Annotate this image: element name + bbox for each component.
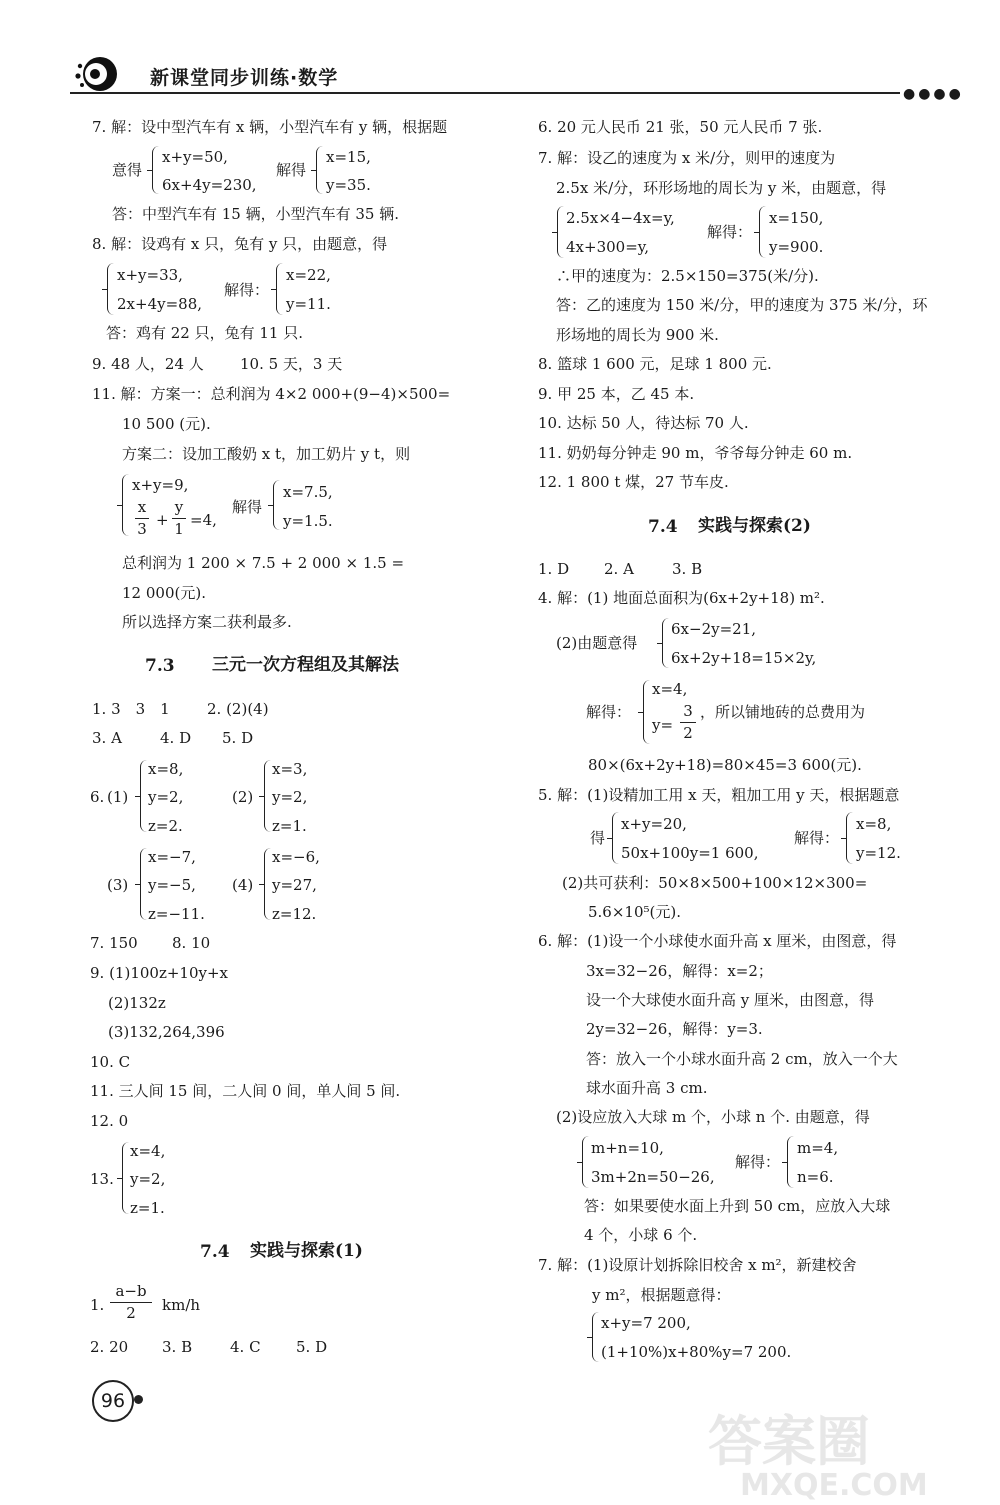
s742-q6-eq2: 3m+2n=50−26,	[591, 1168, 715, 1186]
s742-q4-frac-den: 2	[683, 724, 693, 742]
left-q11-frac2-den: 1	[174, 520, 184, 538]
s742-q7-brace	[592, 1312, 599, 1362]
s742-q6-line5: 答：放入一个小球水面升高 2 cm，放入一个大	[586, 1050, 898, 1068]
s73-row2b: 4. D	[160, 729, 192, 747]
s741-q1-unit: km/h	[162, 1296, 201, 1314]
s742-q6-line3: 设一个大球使水面升高 y 厘米，由图意，得	[586, 991, 875, 1009]
left-q7-answer: 答：中型汽车有 15 辆，小型汽车有 35 辆.	[112, 205, 400, 223]
right-q7-brace	[557, 206, 564, 258]
left-q10: 10. 5 天，3 天	[240, 355, 343, 373]
left-q7-sol2: y=35.	[326, 176, 371, 194]
section-7-4-2-title: 实践与探索(2)	[698, 516, 811, 536]
s741-q1-frac-num: a−b	[110, 1284, 152, 1303]
watermark-url: MXQE.COM	[740, 1468, 928, 1500]
s741-q4: 4. C	[230, 1338, 261, 1356]
left-q11-frac2-num: y	[172, 500, 186, 519]
right-q7-jiede: 解得：	[707, 223, 753, 241]
header-dots: ●●●●	[903, 86, 964, 102]
s742-q4-line2: (2)由题意得	[556, 634, 638, 652]
s73-q12: 12. 0	[90, 1112, 129, 1130]
s742-q6-line1: 6. 解：(1)设一个小球使水面升高 x 厘米，由图意，得	[538, 932, 897, 950]
left-q7-sol-brace	[316, 146, 323, 194]
s742-q6-line9: 4 个，小球 6 个.	[584, 1226, 698, 1244]
left-q7-yide: 意得	[112, 161, 143, 179]
left-q11-line5: 12 000(元).	[122, 584, 206, 602]
left-q8-jiede: 解得：	[224, 281, 270, 299]
left-q11-eq1: x+y=9,	[132, 476, 189, 494]
s73-q8: 8. 10	[172, 934, 211, 952]
s742-q4-frac	[680, 704, 696, 741]
right-q7-line1: 7. 解：设乙的速度为 x 米/分，则甲的速度为	[538, 149, 836, 167]
left-q11-sol-brace	[273, 480, 280, 530]
left-q7-eq1: x+y=50,	[162, 148, 228, 166]
left-q11-line4: 总利润为 1 200 × 7.5 + 2 000 × 1.5 =	[122, 554, 405, 572]
s73-q6-p4-z: z=12.	[272, 905, 317, 923]
s742-q3: 3. B	[672, 560, 703, 578]
s742-q5-jiede: 解得：	[794, 829, 840, 847]
watermark-logo-icon	[700, 1400, 990, 1500]
left-q11-line1: 11. 解：方案一：总利润为 4×2 000+(9−4)×500=	[92, 385, 451, 403]
s742-q4-eq1: 6x−2y=21,	[671, 620, 757, 638]
s73-q6-p2-x: x=3,	[272, 760, 308, 778]
s73-q6-p3-brace	[140, 848, 147, 920]
s742-q5-line3: 5.6×10⁵(元).	[588, 903, 681, 921]
s742-q4-line1: 4. 解：(1) 地面总面积为(6x+2y+18) m².	[538, 589, 825, 607]
left-q11-frac1-den: 3	[137, 520, 147, 538]
section-7-4-1-number: 7.4	[200, 1242, 230, 1262]
left-q11-line6: 所以选择方案二获利最多.	[122, 613, 292, 631]
right-q7-sol1: x=150,	[769, 209, 824, 227]
s742-q6-eq1: m+n=10,	[591, 1139, 664, 1157]
s73-q6-p1-brace	[140, 760, 147, 832]
s73-q13-brace	[122, 1142, 129, 1214]
s742-q5-sol-brace	[846, 812, 853, 864]
s73-q13-z: z=1.	[130, 1199, 165, 1217]
left-q11-frac1-num: x	[135, 500, 149, 519]
right-q6: 6. 20 元人民币 21 张，50 元人民币 7 张.	[538, 118, 823, 136]
left-q7-eq2: 6x+4y=230,	[162, 176, 257, 194]
s742-q6-line2: 3x=32−26，解得：x=2；	[586, 962, 773, 980]
left-q11-line3: 方案二：设加工酸奶 x t，加工奶片 y t，则	[122, 445, 411, 463]
s73-q6-p4-x: x=−6,	[272, 848, 320, 866]
s73-q9-3: (3)132,264,396	[108, 1023, 225, 1041]
s742-q4-sol2a: y=	[652, 716, 674, 734]
s742-q4-jiede: 解得：	[586, 703, 632, 721]
left-q7-sol1: x=15,	[326, 148, 371, 166]
s742-q4-sol2b: ，所以铺地砖的总费用为	[700, 703, 866, 721]
left-q11-plus: +	[156, 511, 169, 529]
page-number: 96	[92, 1380, 134, 1422]
s742-q2: 2. A	[604, 560, 634, 578]
s742-q7-line2: y m²，根据题意得：	[592, 1286, 731, 1304]
s73-q6-p4-y: y=27,	[272, 876, 317, 894]
left-q11-frac2	[172, 500, 186, 537]
left-q8-eq1: x+y=33,	[117, 266, 183, 284]
right-q7-line4: 答：乙的速度为 150 米/分，甲的速度为 375 米/分，环	[556, 296, 928, 314]
s742-q6-sol2: n=6.	[797, 1168, 834, 1186]
section-7-3-title: 三元一次方程组及其解法	[212, 655, 399, 675]
s742-q4-brace	[662, 618, 669, 668]
s742-q4-eq2: 6x+2y+18=15×2y,	[671, 649, 817, 667]
right-q8: 8. 篮球 1 600 元，足球 1 800 元.	[538, 355, 772, 373]
s742-q6-brace	[582, 1136, 589, 1188]
right-q12: 12. 1 800 t 煤，27 节车皮.	[538, 473, 729, 491]
section-7-3-number: 7.3	[145, 656, 175, 676]
s73-q6-p3-z: z=−11.	[148, 905, 205, 923]
s73-row2a: 3. A	[92, 729, 122, 747]
s73-q6-p1: (1)	[107, 788, 129, 806]
s742-q5-eq1: x+y=20,	[621, 815, 687, 833]
s73-q7: 7. 150	[90, 934, 138, 952]
left-q11-line2: 10 500 (元).	[122, 415, 211, 433]
right-q7-line3: ∴甲的速度为：2.5×150=375(米/分).	[556, 267, 819, 285]
left-q11-eq2-rest: =4,	[190, 511, 217, 529]
s741-q1-frac	[110, 1284, 152, 1321]
s73-q6-p1-z: z=2.	[148, 817, 183, 835]
s742-q6-sol1: m=4,	[797, 1139, 839, 1157]
left-q8-eq2: 2x+4y=88,	[117, 295, 203, 313]
s73-q6-p2-z: z=1.	[272, 817, 307, 835]
s742-q6-line6: 球水面升高 3 cm.	[586, 1079, 708, 1097]
s73-q6-p4-brace	[264, 848, 271, 920]
left-q8-answer: 答：鸡有 22 只，兔有 11 只.	[106, 324, 304, 342]
header-title: 新课堂同步训练·数学	[150, 67, 339, 89]
s73-row1b: 2. (2)(4)	[207, 700, 269, 718]
s742-q4-sol1: x=4,	[652, 680, 688, 698]
s742-q6-line8: 答：如果要使水面上升到 50 cm，应放入大球	[584, 1197, 891, 1215]
s742-q6-jiede: 解得：	[735, 1153, 781, 1171]
s73-q6-p3: (3)	[107, 876, 129, 894]
s741-q1-frac-den: 2	[126, 1304, 136, 1322]
s742-q1: 1. D	[538, 560, 570, 578]
s73-q13-y: y=2,	[130, 1170, 166, 1188]
header-logo-icon	[72, 54, 132, 94]
s73-q9-2: (2)132z	[108, 994, 166, 1012]
left-q11-sol1: x=7.5,	[283, 483, 333, 501]
s741-q5: 5. D	[296, 1338, 328, 1356]
left-q11-jiede: 解得	[232, 498, 263, 516]
right-q7-line2: 2.5x 米/分，环形场地的周长为 y 米，由题意，得	[556, 179, 887, 197]
left-q11-brace	[122, 474, 129, 536]
s73-q6-p4: (4)	[232, 876, 254, 894]
s742-q6-line7: (2)设应放入大球 m 个，小球 n 个. 由题意，得	[556, 1108, 870, 1126]
left-q9: 9. 48 人，24 人	[92, 355, 204, 373]
right-q9: 9. 甲 25 本，乙 45 本.	[538, 385, 695, 403]
left-q7-jiede: 解得	[276, 161, 307, 179]
s741-q1-label: 1.	[90, 1296, 105, 1314]
s742-q7-eq2: (1+10%)x+80%y=7 200.	[601, 1343, 792, 1361]
s742-q6-sol-brace	[787, 1136, 794, 1188]
s742-q5-de: 得	[590, 829, 606, 847]
s742-q7-eq1: x+y=7 200,	[601, 1314, 691, 1332]
left-q8-line1: 8. 解：设鸡有 x 只，兔有 y 只，由题意，得	[92, 235, 388, 253]
section-7-4-2-number: 7.4	[648, 517, 678, 537]
s741-q2: 2. 20	[90, 1338, 129, 1356]
s742-q5-sol2: y=12.	[856, 844, 901, 862]
s742-q6-line4: 2y=32−26，解得：y=3.	[586, 1020, 763, 1038]
s742-q4-sol-brace	[643, 680, 650, 744]
s73-q6-p2-y: y=2,	[272, 788, 308, 806]
left-q8-sol1: x=22,	[286, 266, 331, 284]
left-q11-frac1	[135, 500, 149, 537]
s73-q13-x: x=4,	[130, 1142, 166, 1160]
left-q11-sol2: y=1.5.	[283, 512, 333, 530]
s73-q6-p2: (2)	[232, 788, 254, 806]
s73-q6-p3-y: y=−5,	[148, 876, 196, 894]
s742-q5-brace	[612, 812, 619, 864]
right-q7-eq2: 4x+300=y,	[566, 238, 650, 256]
right-q10: 10. 达标 50 人，待达标 70 人.	[538, 414, 749, 432]
s73-q10: 10. C	[90, 1053, 131, 1071]
section-7-4-1-title: 实践与探索(1)	[250, 1241, 363, 1261]
left-q7-brace	[152, 146, 159, 194]
right-q11: 11. 奶奶每分钟走 90 m，爷爷每分钟走 60 m.	[538, 444, 853, 462]
s73-q9-1: 9. (1)100z+10y+x	[90, 964, 229, 982]
s73-row1a: 1. 3 3 1	[92, 700, 170, 718]
left-q8-sol-brace	[276, 263, 283, 315]
right-q7-sol-brace	[759, 206, 766, 258]
s73-q13-label: 13.	[90, 1170, 114, 1188]
left-q7-line1: 7. 解：设中型汽车有 x 辆，小型汽车有 y 辆，根据题	[92, 118, 448, 136]
s742-q4-frac-num: 3	[680, 704, 696, 723]
s742-q5-line1: 5. 解：(1)设精加工用 x 天，粗加工用 y 天，根据题意	[538, 786, 900, 804]
s741-q3: 3. B	[162, 1338, 193, 1356]
s73-q6-p1-x: x=8,	[148, 760, 184, 778]
s73-q6-p3-x: x=−7,	[148, 848, 196, 866]
s73-q6-p1-y: y=2,	[148, 788, 184, 806]
s742-q4-line3: 80×(6x+2y+18)=80×45=3 600(元).	[588, 756, 862, 774]
s742-q7-line1: 7. 解：(1)设原计划拆除旧校舍 x m²，新建校舍	[538, 1256, 857, 1274]
right-q7-line5: 形场地的周长为 900 米.	[556, 326, 719, 344]
right-q7-eq1: 2.5x×4−4x=y,	[566, 209, 675, 227]
s73-q6-p2-brace	[264, 760, 271, 832]
left-q8-sol2: y=11.	[286, 295, 331, 313]
s73-q6-label: 6.	[90, 788, 105, 806]
s73-q11: 11. 三人间 15 间，二人间 0 间，单人间 5 间.	[90, 1082, 401, 1100]
s742-q5-eq2: 50x+100y=1 600,	[621, 844, 759, 862]
s742-q5-line2: (2)共可获利：50×8×500+100×12×300=	[562, 874, 868, 892]
header-rule	[70, 92, 900, 94]
left-q8-brace	[107, 263, 114, 315]
s73-row2c: 5. D	[222, 729, 254, 747]
watermark-text: 答案圈	[708, 1410, 870, 1473]
s742-q5-sol1: x=8,	[856, 815, 892, 833]
page-number-dot	[134, 1395, 143, 1404]
right-q7-sol2: y=900.	[769, 238, 824, 256]
